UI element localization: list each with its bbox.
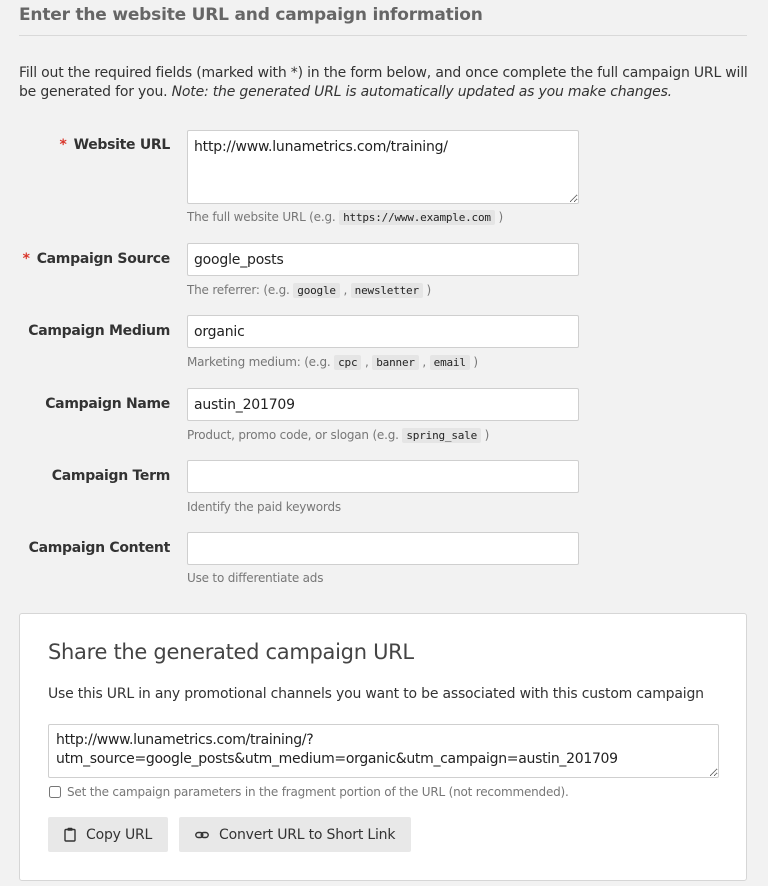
intro-main: Fill out the required fields (marked with *) in the form below, and once complete the full campaign URL will be generated for you. (19, 65, 748, 100)
required-mark: * (22, 251, 30, 267)
campaign-name-input[interactable] (187, 388, 579, 421)
campaign-term-input[interactable] (187, 460, 579, 493)
fragment-checkbox-label: Set the campaign parameters in the fragment portion of the URL (not recommended). (67, 785, 569, 799)
website-url-label-text: Website URL (73, 137, 170, 153)
campaign-content-label: Campaign Content (28, 540, 170, 556)
fragment-option[interactable] (48, 785, 569, 799)
copy-url-label: Copy URL (86, 826, 153, 843)
campaign-source-label (23, 251, 170, 267)
campaign-source-help: The referrer: (e.g. google , newsletter ) (187, 283, 432, 297)
required-mark: * (59, 137, 67, 153)
help-text: ) (481, 428, 490, 442)
campaign-medium-help: Marketing medium: (e.g. cpc , banner , email ) (187, 355, 478, 369)
campaign-name-label: Campaign Name (45, 396, 170, 412)
help-example: cpc (334, 355, 361, 370)
campaign-source-label-text: Campaign Source (36, 251, 170, 267)
campaign-medium-input[interactable] (187, 315, 579, 348)
convert-short-link-label: Convert URL to Short Link (219, 826, 396, 843)
help-text: ) (469, 355, 478, 369)
campaign-content-input[interactable] (187, 532, 579, 565)
help-text: ) (422, 283, 432, 297)
intro-text (19, 64, 749, 102)
copy-url-button[interactable] (48, 817, 168, 852)
help-text: Marketing medium: (e.g. (187, 355, 335, 369)
share-title: Share the generated campaign URL (48, 640, 414, 664)
help-text: Product, promo code, or slogan (e.g. (187, 428, 403, 442)
campaign-name-help (187, 428, 489, 442)
title-divider (19, 35, 747, 36)
website-url-help (187, 210, 503, 224)
help-example: banner (372, 355, 419, 370)
help-text: The full website URL (e.g. (187, 210, 340, 224)
help-example: spring_sale (402, 428, 481, 443)
convert-short-link-button[interactable] (179, 817, 411, 852)
campaign-medium-label: Campaign Medium (28, 323, 170, 339)
help-text: The referrer: (e.g. (187, 283, 294, 297)
help-example: email (430, 355, 470, 370)
campaign-term-label: Campaign Term (51, 468, 170, 484)
share-panel (19, 613, 747, 881)
campaign-content-help: Use to differentiate ads (187, 571, 324, 585)
help-example: newsletter (351, 283, 423, 298)
link-icon (195, 830, 209, 840)
help-text: ) (494, 210, 503, 224)
share-description: Use this URL in any promotional channels you want to be associated with this custom campaign (48, 686, 704, 702)
campaign-source-input[interactable] (187, 243, 579, 276)
website-url-label (60, 137, 170, 153)
help-example: https://www.example.com (339, 210, 495, 225)
section-title: Enter the website URL and campaign information (19, 5, 483, 25)
help-example: google (293, 283, 340, 298)
generated-url-output[interactable] (48, 724, 719, 778)
intro-note: Note: the generated URL is automatically updated as you make changes. (171, 84, 672, 100)
clipboard-icon (64, 827, 76, 842)
website-url-input[interactable] (187, 130, 579, 204)
fragment-checkbox[interactable] (49, 786, 61, 798)
campaign-term-help: Identify the paid keywords (187, 500, 341, 514)
